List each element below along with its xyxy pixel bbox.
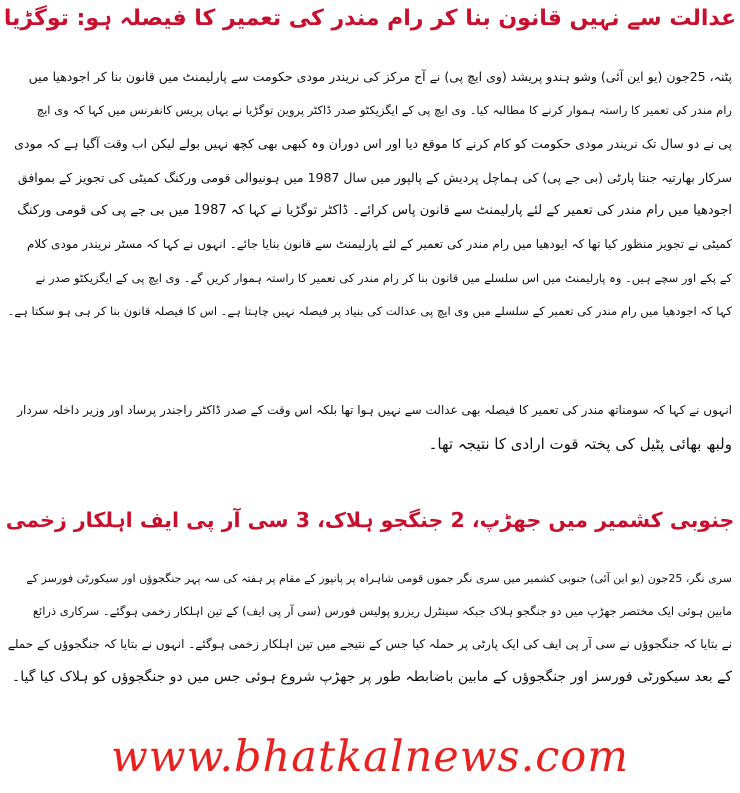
text-line: کے پکے اور سچے ہیں۔ وہ پارلیمنٹ میں اس سلسلے میں قانون بنا کر رام مندر کی تعمیر کا راستہ ہموار کریں گے۔ وی ایچ پی کے ایگزیکٹو صدر نے: [35, 270, 732, 285]
text-line: پی نے دو سال تک نریندر مودی حکومت کو کام کرنے کا موقع دیا اور اس دوران وہ کبھی بھی کچھ نہیں بولے لیکن اب وقت آگیا ہے کہ مودی: [14, 136, 732, 152]
text-line: کہا کہ اجودھیا میں رام مندر کی تعمیر کے سلسلے میں وی ایچ پی عدالت کی بنیاد پر فیصلہ نہیں چاہتا ہے۔ اس کا فیصلہ قانون بنا کر ہی ہو سکتا ہے۔: [8, 304, 732, 319]
article-1-paragraph-1: [8, 60, 732, 329]
article-1-headline: عدالت سے نہیں قانون بنا کر رام مندر کی تعمیر کا فیصلہ ہو: توگڑیا: [3, 6, 737, 31]
text-line: ولبھ بھائی پٹیل کی پختہ قوت ارادی کا نتیجہ تھا۔: [428, 434, 732, 453]
text-line: سری نگر، 25جون (یو این آئی) جنوبی کشمیر میں سری نگر جموں قومی شاہراہ پر پانپور کے مقام پر ہفتہ کی سہ پہر جنگجوؤں اور سیکورٹی فورسز کے: [26, 572, 732, 585]
text-line: نے بتایا کہ جنگجوؤں نے سی آر پی ایف کی ایک پارٹی پر حملہ کیا جس کے نتیجے میں تین اہلکار زخمی ہوگئے۔ انہوں نے بتایا کہ جنگجوؤں کے حملے: [8, 637, 732, 651]
text-line: کے بعد سیکورٹی فورسز اور جنگجوؤں کے مابین باضابطہ طور پر جھڑپ شروع ہوئی جس میں دو جنگجوؤں کو ہلاک کیا گیا۔: [12, 669, 732, 685]
text-line: کمیٹی نے تجویز منظور کیا تھا کہ ایودھیا میں رام مندر کی تعمیر کے لئے پارلیمنٹ سے قانون بنایا جائے۔ انہوں نے کہا کہ مسٹر نریندر مودی کلام: [26, 236, 732, 251]
text-line: پٹنہ، 25جون (یو این آئی) وشو ہندو پریشد (وی ایچ پی) نے آج مرکز کی نریندر مودی حکومت سے پارلیمنٹ میں قانون بنا کر اجودھیا میں: [28, 69, 732, 84]
text-line: انہوں نے کہا کہ سومناتھ مندر کی تعمیر کا فیصلہ بھی عدالت سے نہیں ہوا تھا بلکہ اس وقت کے صدر ڈاکٹر راجندر پرساد اور وزیر داخلہ سردار: [17, 403, 732, 417]
website-watermark: www.bhatkalnews.com: [111, 732, 629, 782]
article-2-headline: جنوبی کشمیر میں جھڑپ، 2 جنگجو ہلاک، 3 سی آر پی ایف اہلکار زخمی: [5, 508, 735, 532]
text-line: سرکار بھارتیہ جنتا پارٹی (بی جے پی) کی ہماچل پردیش کے پالپور میں سال 1987 میں ہونیوالی قومی ورکنگ کمیٹی کی تجویز کے بموافق: [17, 169, 732, 185]
text-line: اجودھیا میں رام مندر کی تعمیر کے لئے پارلیمنٹ سے قانون پاس کرائے۔ ڈاکٹر توگڑیا نے کہا کہ 1987 میں بی جے پی کی قومی ورکنگ: [17, 203, 732, 219]
text-line: رام مندر کی تعمیر کا راستہ ہموار کرنے کا مطالبہ کیا۔ وی ایچ پی کے ایگزیکٹو صدر ڈاکٹر پروین توگڑیا نے یہاں پریس کانفرنس میں کہا کہ وی ایچ: [36, 102, 732, 117]
text-line: مابین ہوئی ایک مختصر جھڑپ میں دو جنگجو ہلاک جبکہ سینٹرل ریزرو پولیس فورس (سی آر پی ایف) کے تین اہلکار زخمی ہوگئے۔ سرکاری ذرائع: [32, 604, 732, 618]
article-1-paragraph-2: [8, 394, 732, 461]
article-2-paragraph-1: [8, 562, 732, 694]
